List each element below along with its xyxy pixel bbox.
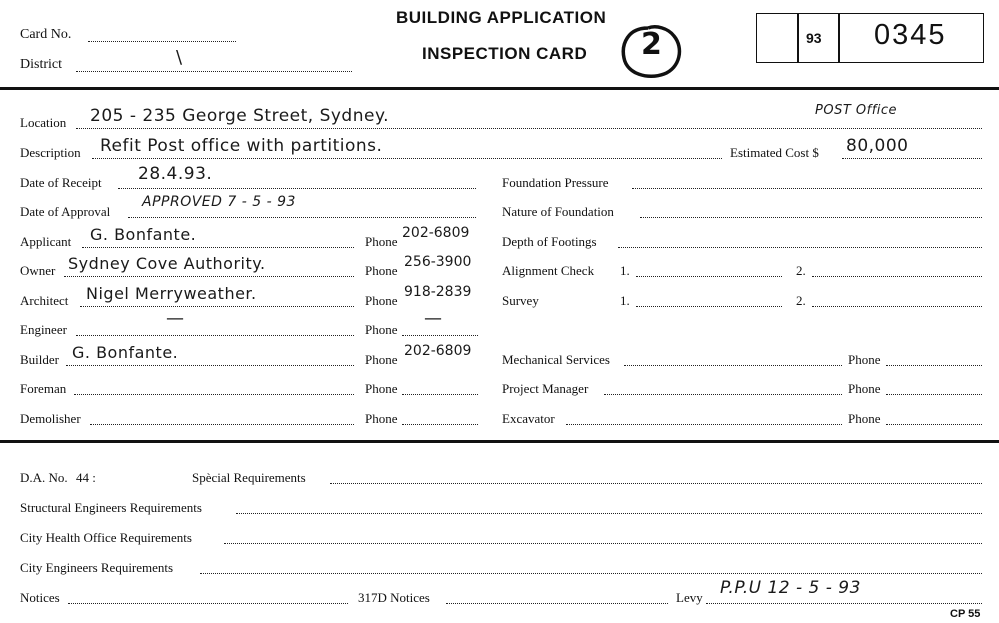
project-manager-phone-field[interactable] [886,394,982,395]
description-label: Description [20,145,81,160]
estimated-cost-field[interactable] [842,158,982,159]
survey-label: Survey [502,293,539,308]
survey-2-label: 2. [796,293,806,308]
levy-label: Levy [676,590,703,605]
engineer-label: Engineer [20,322,67,337]
engineer-phone-field[interactable] [402,335,478,336]
form-title-line1: BUILDING APPLICATION [396,8,607,27]
district-field[interactable] [76,71,352,72]
section-divider [0,440,999,443]
builder-value: G. Bonfante. [72,343,179,362]
project-manager-label: Project Manager [502,381,589,396]
builder-field[interactable] [66,365,354,366]
engineer-phone-label: Phone [365,322,398,337]
structural-requirements-field[interactable] [236,513,982,514]
alignment-check-1-field[interactable] [636,276,782,277]
header-divider [0,87,999,90]
health-requirements-field[interactable] [224,543,982,544]
number-box-divider-2 [838,13,840,63]
levy-field[interactable] [706,603,982,604]
applicant-phone-value: 202-6809 [402,225,470,241]
date-receipt-field[interactable] [118,188,476,189]
alignment-check-1-label: 1. [620,263,630,278]
application-year: 93 [806,30,822,46]
date-receipt-value: 28.4.93. [138,164,213,184]
survey-1-field[interactable] [636,306,782,307]
location-label: Location [20,115,67,130]
form-code: CP 55 [950,608,981,620]
card-number-circle-value: 2 [641,27,662,62]
date-approval-value: APPROVED 7 - 5 - 93 [142,194,296,210]
builder-phone-label: Phone [365,352,398,367]
project-manager-phone-label: Phone [848,381,881,396]
city-engineers-requirements-label: City Engineers Requirements [20,560,174,575]
owner-label: Owner [20,263,56,278]
district-label: District [20,57,62,72]
applicant-label: Applicant [20,234,72,249]
builder-phone-value: 202-6809 [404,343,472,359]
number-box-divider-1 [797,13,799,63]
special-requirements-label: Spècial Requirements [192,470,306,485]
description-value: Refit Post office with partitions. [100,136,383,156]
location-field[interactable] [76,128,982,129]
engineer-field[interactable] [76,335,354,336]
district-value: \ [176,47,183,68]
structural-requirements-label: Structural Engineers Requirements [20,500,202,515]
excavator-label: Excavator [502,411,555,426]
architect-phone-value: 918-2839 [404,284,472,300]
applicant-phone-label: Phone [365,234,398,249]
alignment-check-label: Alignment Check [502,263,595,278]
date-receipt-label: Date of Receipt [20,175,102,190]
builder-label: Builder [20,352,59,367]
foreman-label: Foreman [20,381,67,396]
excavator-field[interactable] [566,424,842,425]
description-field[interactable] [92,158,722,159]
estimated-cost-label: Estimated Cost $ [730,145,819,160]
foreman-phone-field[interactable] [402,394,478,395]
mechanical-services-field[interactable] [624,365,842,366]
notices-label: Notices [20,590,60,605]
demolisher-phone-label: Phone [365,411,398,426]
excavator-phone-field[interactable] [886,424,982,425]
estimated-cost-value: 80,000 [846,136,909,156]
owner-phone-label: Phone [365,263,398,278]
card-no-label: Card No. [20,27,72,42]
owner-phone-value: 256-3900 [404,254,472,270]
engineer-phone-value: — [424,308,443,329]
applicant-field[interactable] [82,247,354,248]
applicant-value: G. Bonfante. [90,225,197,244]
foundation-pressure-field[interactable] [632,188,982,189]
depth-footings-field[interactable] [618,247,982,248]
owner-value: Sydney Cove Authority. [68,254,266,273]
date-approval-field[interactable] [128,217,476,218]
mechanical-phone-label: Phone [848,352,881,367]
project-manager-field[interactable] [604,394,842,395]
notices-317d-field[interactable] [446,603,668,604]
card-no-field[interactable] [88,41,236,42]
engineer-value: — [166,308,185,329]
notices-317d-label: 317D Notices [358,590,430,605]
excavator-phone-label: Phone [848,411,881,426]
alignment-check-2-field[interactable] [812,276,982,277]
depth-footings-label: Depth of Footings [502,234,597,249]
da-no-label: D.A. No. [20,470,68,485]
foreman-field[interactable] [74,394,354,395]
owner-field[interactable] [64,276,354,277]
mechanical-phone-field[interactable] [886,365,982,366]
location-value: 205 - 235 George Street, Sydney. [90,106,389,126]
architect-phone-label: Phone [365,293,398,308]
survey-2-field[interactable] [812,306,982,307]
levy-value: P.P.U 12 - 5 - 93 [720,578,861,598]
architect-value: Nigel Merryweather. [86,284,257,303]
application-number: 0345 [874,19,947,51]
location-note: POST Office [815,103,898,118]
notices-field[interactable] [68,603,348,604]
architect-field[interactable] [80,306,354,307]
architect-label: Architect [20,293,69,308]
health-requirements-label: City Health Office Requirements [20,530,192,545]
nature-foundation-field[interactable] [640,217,982,218]
survey-1-label: 1. [620,293,630,308]
foreman-phone-label: Phone [365,381,398,396]
special-requirements-field[interactable] [330,483,982,484]
date-approval-label: Date of Approval [20,204,111,219]
form-title-line2: INSPECTION CARD [422,44,588,63]
alignment-check-2-label: 2. [796,263,806,278]
application-number-box [756,13,984,63]
demolisher-phone-field[interactable] [402,424,478,425]
da-no-value: 44 : [76,470,96,485]
mechanical-services-label: Mechanical Services [502,352,610,367]
demolisher-label: Demolisher [20,411,81,426]
foundation-pressure-label: Foundation Pressure [502,175,609,190]
nature-foundation-label: Nature of Foundation [502,204,614,219]
city-engineers-requirements-field[interactable] [200,573,982,574]
demolisher-field[interactable] [90,424,354,425]
